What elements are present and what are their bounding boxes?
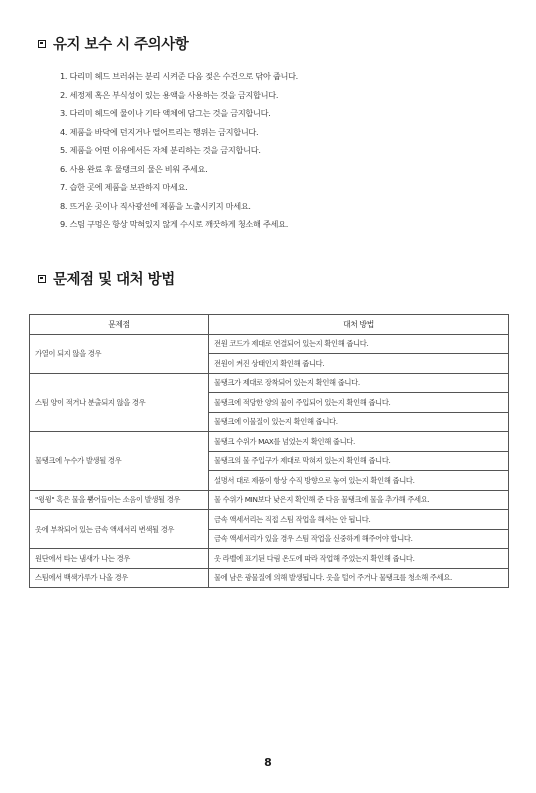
list-item: 3. 다리미 헤드에 물이나 기타 액체에 담그는 것을 금지합니다.	[60, 108, 271, 118]
table-row	[30, 510, 509, 530]
list-item: 5. 제품을 어떤 이유에서든 자체 분리하는 것을 금지합니다.	[60, 145, 261, 155]
table-header-row	[30, 315, 509, 335]
problem-cell: 스팀 양이 적거나 분출되지 않을 경우	[30, 373, 209, 432]
table-row	[30, 490, 509, 510]
problem-cell: 물탱크에 누수가 발생될 경우	[30, 432, 209, 491]
solution-cell: 물 수위가 MIN보다 낮은지 확인해 준 다음 물탱크에 물을 추가해 주세요.	[209, 490, 509, 510]
table-row	[30, 549, 509, 569]
solution-cell: 물탱크의 물 주입구가 제대로 막혀져 있는지 확인해 줍니다.	[209, 451, 509, 471]
maintenance-list	[60, 67, 298, 234]
solution-cell: 금속 액세서리가 있을 경우 스팀 작업을 신중하게 해주어야 합니다.	[209, 529, 509, 549]
solution-cell: 금속 액세서리는 직접 스팀 작업을 해서는 안 됩니다.	[209, 510, 509, 530]
troubleshooting-title-text: 문제점 및 대처 방법	[53, 272, 175, 288]
table-row	[30, 334, 509, 354]
page-number: 8	[264, 756, 272, 769]
maintenance-title-text: 유지 보수 시 주의사항	[53, 37, 189, 53]
square-bullet-icon	[38, 275, 46, 283]
solution-cell: 물에 남은 광물질에 의해 발생됩니다. 옷을 털어 주거나 물탱크를 청소해 주세요.	[209, 568, 509, 588]
problem-cell: 옷에 부착되어 있는 금속 액세서리 변색될 경우	[30, 510, 209, 549]
solution-cell: 물탱크가 제대로 장착되어 있는지 확인해 줍니다.	[209, 373, 509, 393]
problem-cell: 스팀에서 백색가루가 나올 경우	[30, 568, 209, 588]
problem-cell: "윙윙" 혹은 물을 뿜어들이는 소음이 발생될 경우	[30, 490, 209, 510]
list-item: 7. 습한 곳에 제품을 보관하지 마세요.	[60, 182, 188, 192]
table-row	[30, 432, 509, 452]
solution-cell: 옷 라벨에 표기된 다림 온도에 따라 작업해 주었는지 확인해 줍니다.	[209, 549, 509, 569]
list-item: 9. 스팀 구멍은 항상 막혀있지 않게 수시로 깨끗하게 청소해 주세요.	[60, 219, 289, 229]
solution-cell: 물탱크 수위가 MAX를 넘었는지 확인해 줍니다.	[209, 432, 509, 452]
solution-cell: 물탱크에 이물질이 있는지 확인해 줍니다.	[209, 412, 509, 432]
troubleshooting-table	[29, 314, 509, 588]
solution-column-header: 대처 방법	[209, 315, 509, 335]
problem-cell: 가열이 되지 않을 경우	[30, 334, 209, 373]
list-item: 4. 제품을 바닥에 던지거나 떨어트리는 행위는 금지합니다.	[60, 126, 259, 137]
list-item: 2. 세정제 혹은 부식성이 있는 용액을 사용하는 것을 금지합니다.	[60, 89, 279, 100]
problem-cell: 원단에서 타는 냄새가 나는 경우	[30, 549, 209, 569]
table-row	[30, 568, 509, 588]
list-item: 8. 뜨거운 곳이나 직사광선에 제품을 노출시키지 마세요.	[60, 200, 251, 211]
problem-column-header: 문제점	[30, 315, 209, 335]
solution-cell: 설명서 대로 제품이 항상 수직 방향으로 놓여 있는지 확인해 줍니다.	[209, 471, 509, 491]
list-item: 6. 사용 완료 후 물탱크의 물은 비워 주세요.	[60, 163, 208, 174]
list-item: 1. 다리미 헤드 브러쉬는 분리 시켜준 다음 젖은 수건으로 닦아 줍니다.	[60, 71, 298, 81]
table-row	[30, 373, 509, 393]
maintenance-section-title	[38, 33, 188, 54]
solution-cell: 물탱크에 적당한 양의 물이 주입되어 있는지 확인해 줍니다.	[209, 393, 509, 413]
solution-cell: 전원 코드가 제대로 연결되어 있는지 확인해 줍니다.	[209, 334, 509, 354]
troubleshooting-section-title	[38, 268, 175, 289]
solution-cell: 전원이 켜진 상태인지 확인해 줍니다.	[209, 354, 509, 374]
square-bullet-icon	[38, 40, 46, 48]
